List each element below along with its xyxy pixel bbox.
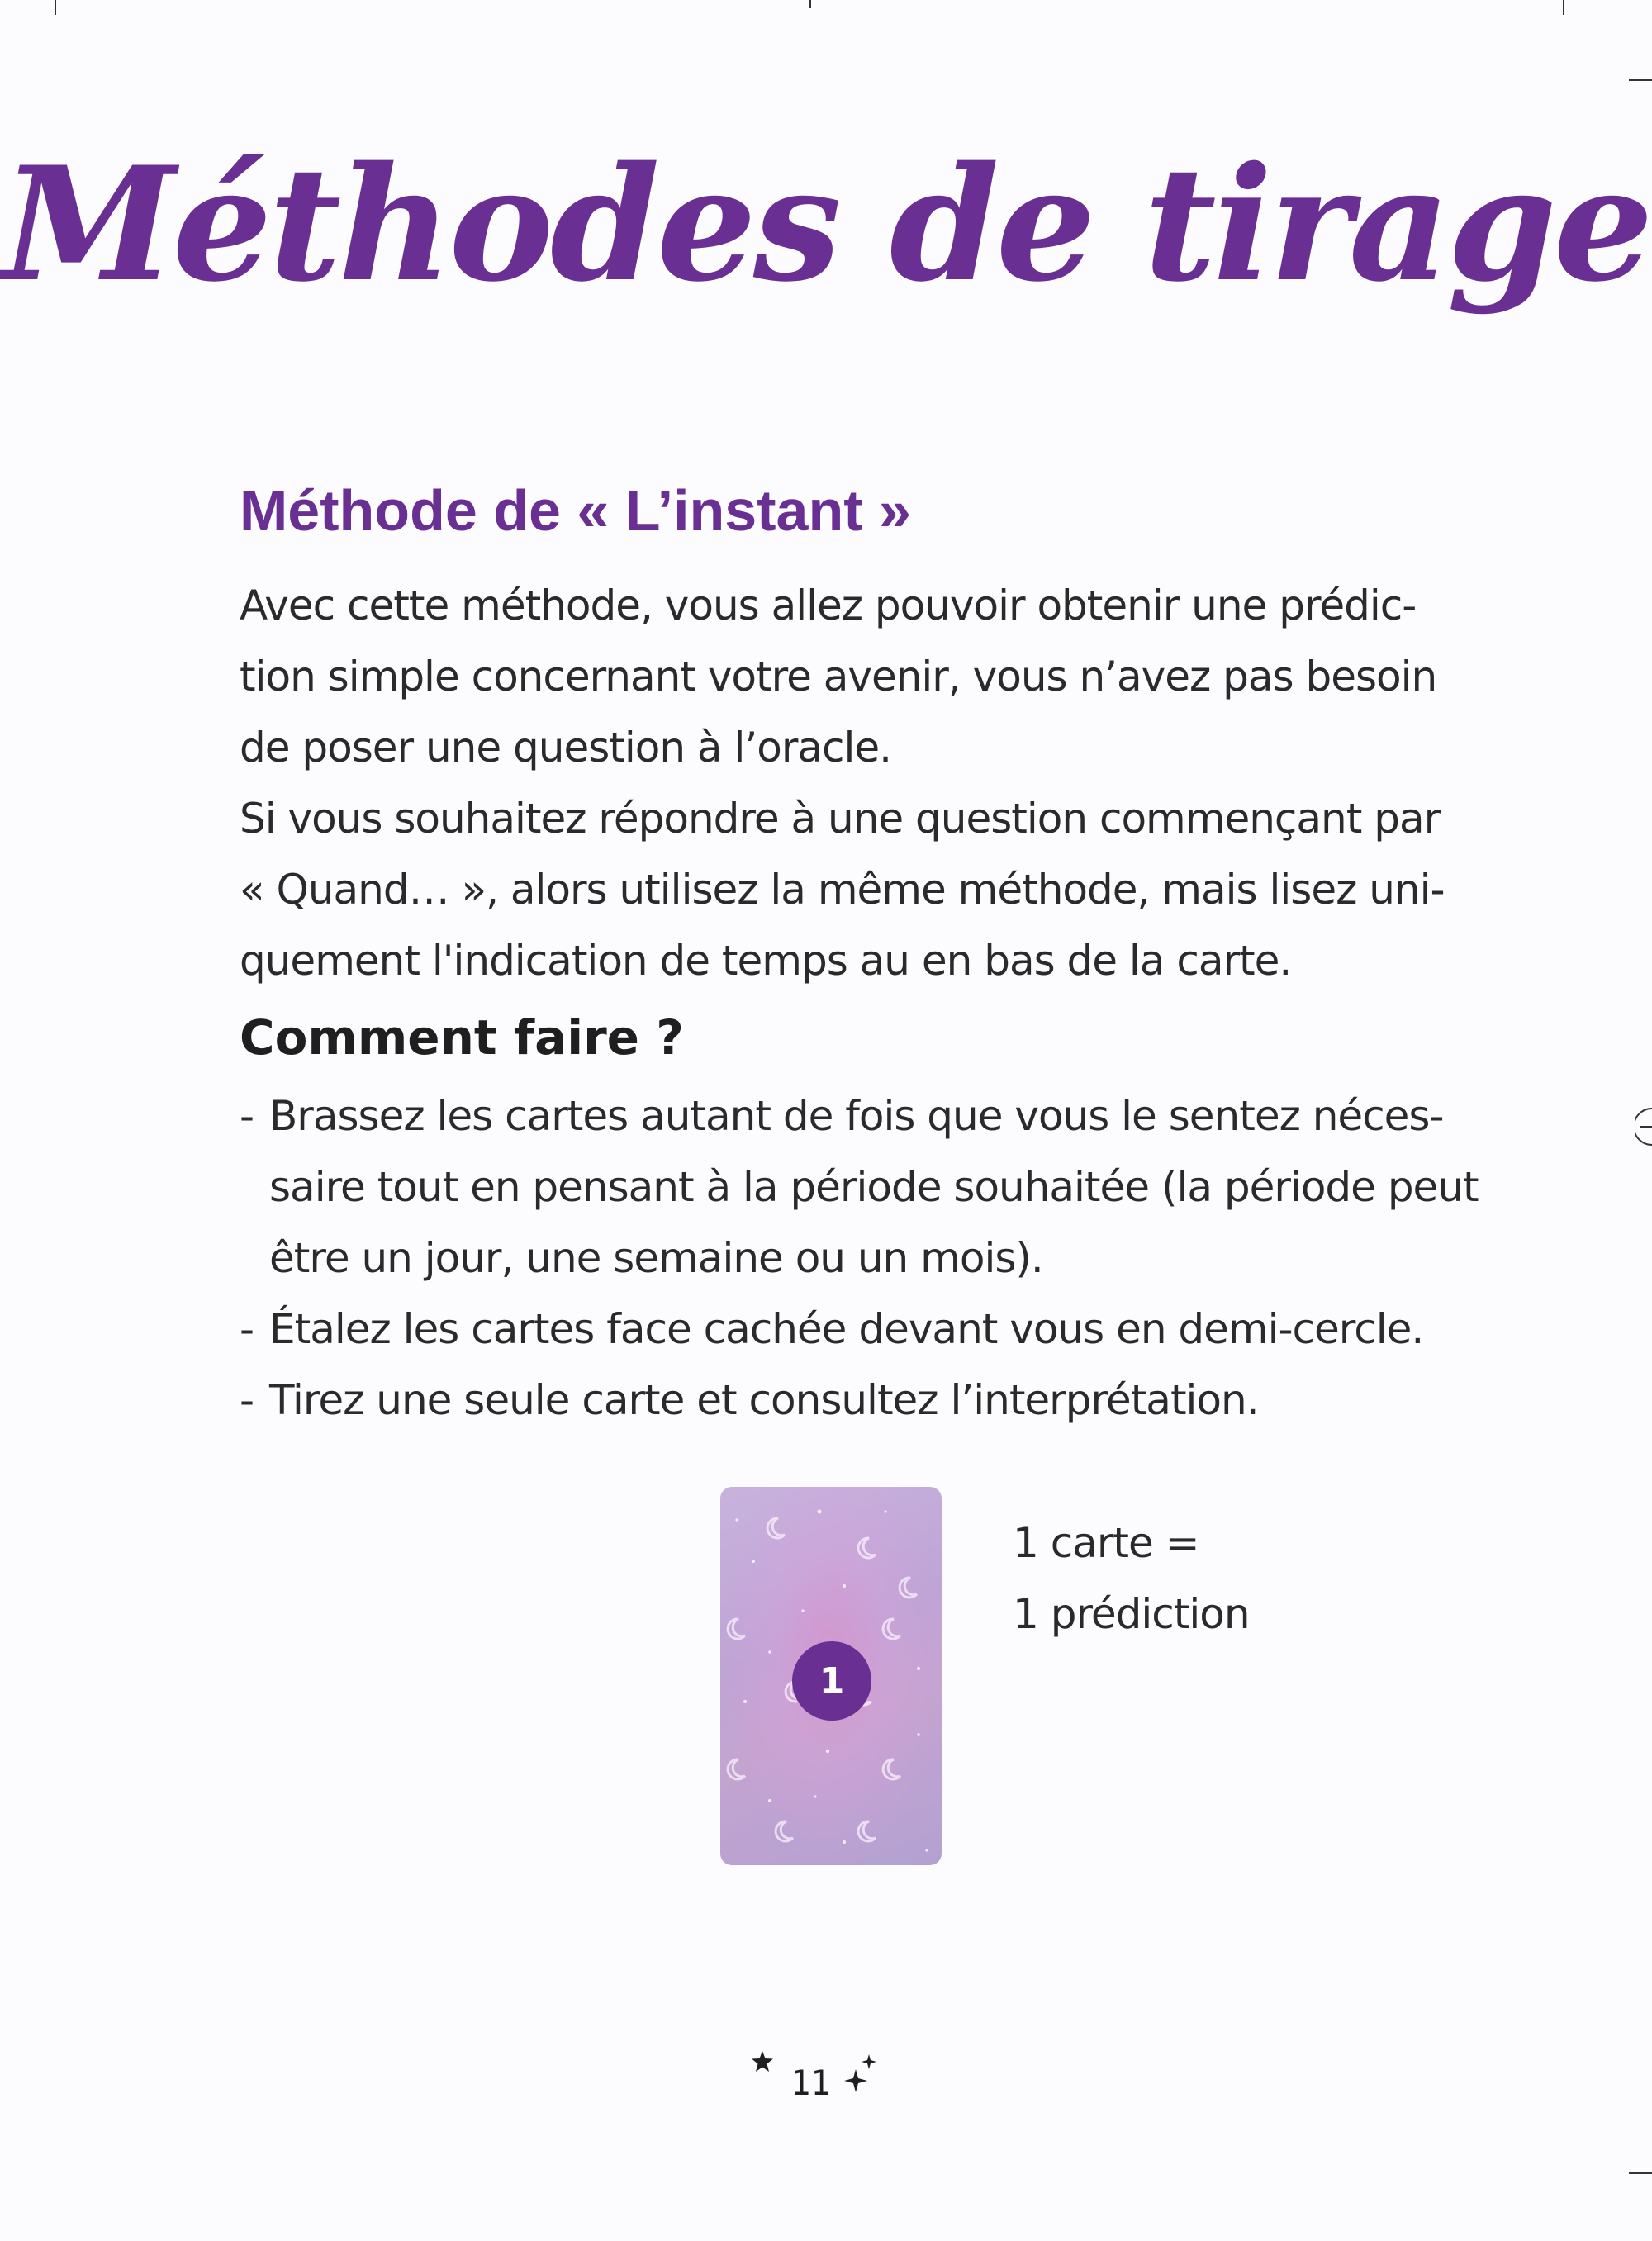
- crescent-moon-icon: [885, 2048, 919, 2101]
- crop-mark: [809, 0, 811, 8]
- step-dash: -: [240, 1305, 254, 1353]
- intro-line: Si vous souhaitez répondre à une question commençant par: [240, 795, 1441, 843]
- step-item: [240, 1365, 1454, 1436]
- caption-line: 1 prédiction: [1013, 1590, 1250, 1638]
- intro-line: Avec cette méthode, vous allez pouvoir obtenir une prédic-: [240, 582, 1417, 629]
- caption-line: 1 carte =: [1013, 1519, 1199, 1567]
- section-heading: Méthode de « L’instant »: [240, 478, 911, 543]
- card-caption: [1013, 1507, 1250, 1650]
- crop-mark: [55, 0, 56, 15]
- intro-line: tion simple concernant votre avenir, vous n’avez pas besoin: [240, 653, 1437, 700]
- intro-line: « Quand… », alors utilisez la même méthode, mais lisez uni-: [240, 866, 1445, 914]
- crescent-moon-icon: [883, 1619, 900, 1639]
- intro-line: de poser une question à l’oracle.: [240, 724, 892, 772]
- step-line: être un jour, une semaine ou un mois).: [269, 1234, 1043, 1282]
- star-icon: [750, 2049, 775, 2074]
- step-line: Tirez une seule carte et consultez l’interprétation.: [269, 1376, 1259, 1424]
- steps-list: [240, 1080, 1479, 1436]
- crescent-moon-icon: [776, 1821, 793, 1841]
- registration-mark: [1635, 1104, 1652, 1150]
- step-dash: -: [240, 1376, 254, 1424]
- step-line: Étalez les cartes face cachée devant vous en demi-cercle.: [269, 1305, 1424, 1353]
- card-number-badge: 1: [792, 1641, 871, 1721]
- crescent-moon-icon: [858, 1538, 876, 1558]
- step-item: [240, 1294, 1454, 1365]
- crop-mark: [1563, 0, 1564, 15]
- how-to-heading: Comment faire ?: [240, 1009, 684, 1066]
- crescent-moon-icon: [858, 1821, 876, 1841]
- crescent-moon-icon: [728, 1619, 745, 1639]
- step-line: saire tout en pensant à la période souhaitée (la période peut: [269, 1163, 1479, 1211]
- crescent-moon-icon: [883, 1759, 900, 1779]
- crescent-moon-icon: [900, 1578, 917, 1598]
- page-number: 11: [791, 2063, 832, 2103]
- crop-mark: [1629, 2172, 1652, 2174]
- crop-mark: [1629, 79, 1652, 81]
- crescent-moon-icon: [767, 1518, 785, 1538]
- oracle-card: [720, 1487, 942, 1865]
- page-title: Méthodes de tirage: [2, 132, 1650, 316]
- step-item: [240, 1080, 1454, 1151]
- crescent-moon-icon: [728, 1759, 745, 1779]
- page-footer: [743, 2044, 925, 2110]
- step-dash: -: [240, 1092, 254, 1140]
- intro-line: quement l'indication de temps au en bas de la carte.: [240, 937, 1292, 985]
- sparkle-icon: [841, 2051, 890, 2101]
- step-line: Brassez les cartes autant de fois que vous le sentez néces-: [269, 1092, 1444, 1140]
- intro-paragraph: [240, 570, 1446, 996]
